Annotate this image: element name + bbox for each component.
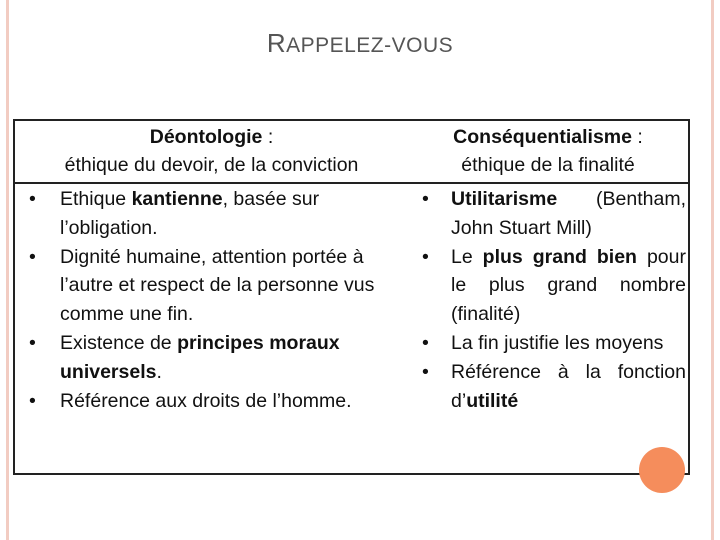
list-item — [408, 243, 686, 329]
item-text: pour le plus grand nombre (finalité) — [451, 245, 686, 326]
left-column — [15, 185, 408, 415]
item-emphasis: plus grand bien — [482, 245, 637, 268]
item-text: La fin justifie les moyens — [451, 331, 664, 354]
item-text: , basée sur l’obligation. — [60, 188, 320, 239]
slide-title — [0, 28, 720, 59]
item-text: Dignité humaine, attention portée à l’autre et respect de la personne vus comme une fin. — [60, 245, 375, 326]
bullet-marker: • — [422, 331, 429, 354]
item-text: Le — [451, 245, 483, 268]
header-left-definition: éthique du devoir, de la conviction — [64, 154, 359, 176]
bullet-marker: • — [422, 245, 429, 268]
right-column — [408, 185, 686, 415]
bullet-marker: • — [422, 360, 429, 383]
bullet-marker: • — [29, 188, 36, 210]
comparison-table — [13, 119, 690, 475]
item-text: . — [156, 360, 162, 383]
header-deontologie — [15, 123, 408, 179]
header-left-colon: : — [262, 126, 274, 148]
title-word-1: APPELEZ — [286, 34, 385, 57]
title-dash: - — [384, 34, 392, 57]
item-text: Référence aux droits de l’homme. — [60, 389, 352, 412]
bullet-marker: • — [29, 245, 36, 268]
list-item — [408, 358, 686, 416]
list-item — [15, 387, 408, 416]
list-item — [408, 185, 686, 243]
bullet-marker: • — [29, 389, 36, 412]
right-bullet-list — [408, 185, 686, 415]
title-word-2: OUS — [406, 34, 454, 57]
item-emphasis: utilité — [466, 389, 519, 412]
decorative-orange-circle — [639, 447, 685, 493]
bullet-marker: • — [422, 188, 429, 210]
header-right-colon: : — [631, 126, 643, 148]
header-right-term: Conséquentialisme — [453, 126, 632, 148]
list-item — [15, 185, 408, 243]
item-text: Ethique — [60, 188, 132, 210]
list-item — [15, 243, 408, 329]
left-bullet-list — [15, 185, 408, 415]
item-text: Existence de — [60, 331, 178, 354]
list-item — [15, 329, 408, 387]
item-emphasis: principes moraux universels — [60, 331, 340, 383]
title-initial: R — [266, 28, 287, 58]
right-decorative-rule — [711, 0, 714, 540]
header-consequentialisme — [408, 123, 688, 179]
item-text: (Bentham, John Stuart Mill) — [451, 188, 686, 239]
list-item — [408, 329, 686, 358]
item-emphasis: kantienne — [131, 188, 223, 210]
item-text: Référence à la fonction d’ — [451, 360, 686, 412]
bullet-marker: • — [29, 331, 36, 354]
header-left-term: Déontologie — [149, 126, 263, 148]
item-emphasis: Utilitarisme — [451, 188, 558, 210]
header-right-definition: éthique de la finalité — [461, 154, 635, 176]
title-word-2-initial: V — [391, 34, 407, 57]
left-decorative-rule — [6, 0, 9, 540]
table-header — [15, 121, 688, 184]
